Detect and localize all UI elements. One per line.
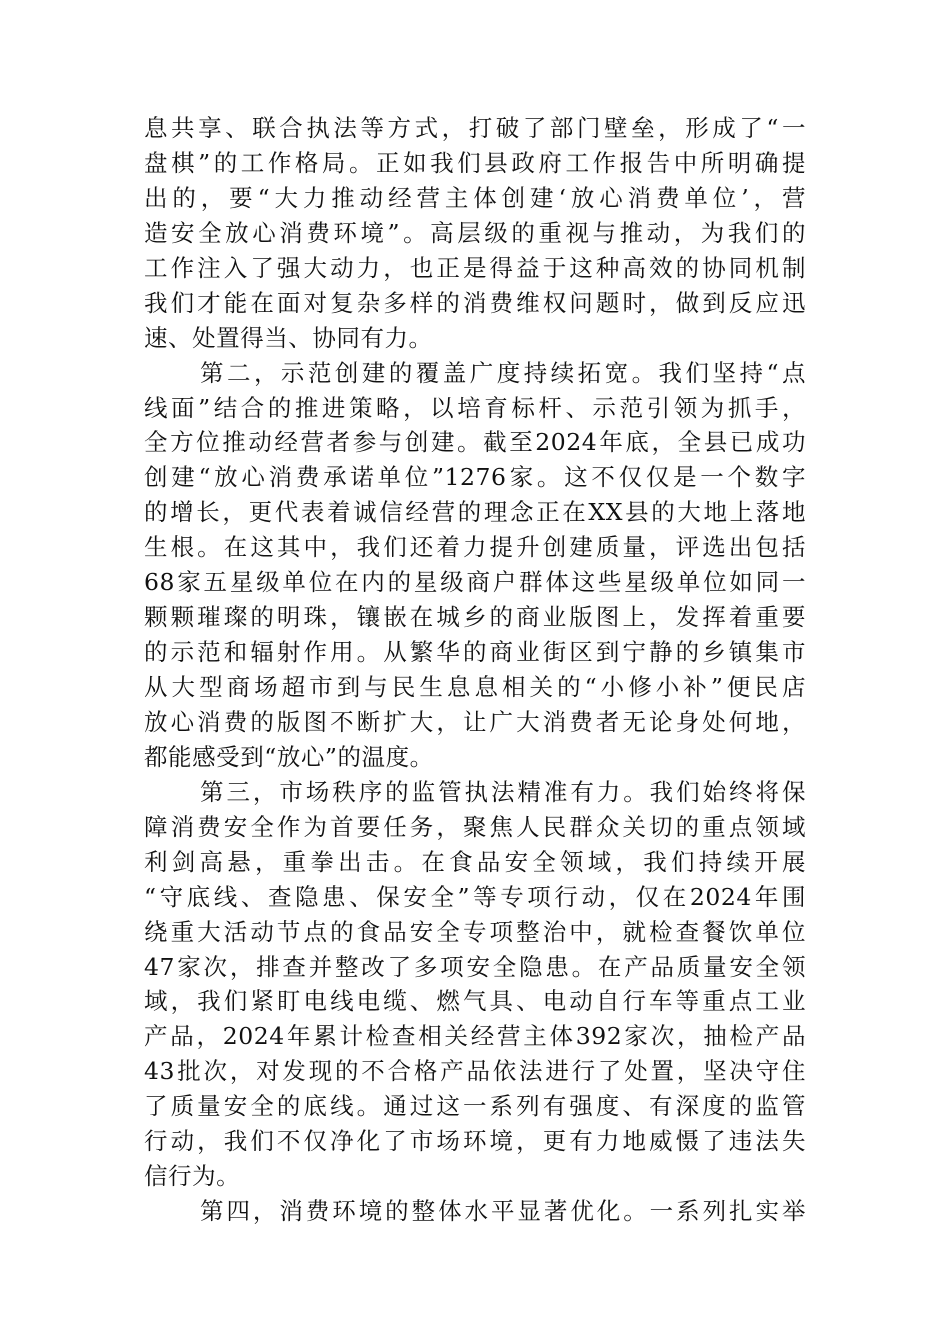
text-line: 息共享、联合执法等方式，打破了部门壁垒，形成了“一 bbox=[144, 114, 806, 142]
text-line: 信行为。 bbox=[144, 1162, 241, 1191]
text-line: 47家次，排查并整改了多项安全隐患。在产品质量安全领 bbox=[144, 952, 806, 981]
paragraph-first-line: 第四，消费环境的整体水平显著优化。一系列扎实举 bbox=[200, 1197, 806, 1226]
text-line: 行动，我们不仅净化了市场环境，更有力地威慑了违法失 bbox=[144, 1127, 806, 1156]
text-line: 43批次，对发现的不合格产品依法进行了处置，坚决守住 bbox=[144, 1057, 806, 1086]
text-line: 创建“放心消费承诺单位”1276家。这不仅仅是一个数字 bbox=[144, 463, 806, 492]
text-line: 都能感受到“放心”的温度。 bbox=[144, 742, 434, 771]
text-line: 全方位推动经营者参与创建。截至2024年底，全县已成功 bbox=[144, 428, 806, 457]
text-line: 了质量安全的底线。通过这一系列有强度、有深度的监管 bbox=[144, 1092, 806, 1121]
body-text bbox=[144, 111, 806, 1229]
text-line: “守底线、查隐患、保安全”等专项行动，仅在2024年围 bbox=[144, 882, 806, 911]
text-line: 颗颗璀璨的明珠，镶嵌在城乡的商业版图上，发挥着重要 bbox=[144, 603, 806, 632]
text-line: 绕重大活动节点的食品安全专项整治中，就检查餐饮单位 bbox=[144, 917, 806, 946]
text-line: 造安全放心消费环境”。高层级的重视与推动，为我们的 bbox=[144, 218, 806, 247]
text-line: 从大型商场超市到与民生息息相关的“小修小补”便民店 bbox=[144, 673, 806, 701]
text-line: 生根。在这其中，我们还着力提升创建质量，评选出包括 bbox=[144, 533, 806, 562]
text-line: 域，我们紧盯电线电缆、燃气具、电动自行车等重点工业 bbox=[144, 987, 806, 1016]
text-line: 68家五星级单位在内的星级商户群体这些星级单位如同一 bbox=[144, 568, 806, 597]
text-line: 利剑高悬，重拳出击。在食品安全领域，我们持续开展 bbox=[144, 847, 806, 876]
text-line: 的示范和辐射作用。从繁华的商业街区到宁静的乡镇集市 bbox=[144, 638, 806, 667]
text-line: 速、处置得当、协同有力。 bbox=[144, 323, 433, 352]
text-line: 的增长，更代表着诚信经营的理念正在XX县的大地上落地 bbox=[144, 498, 806, 527]
paragraph-first-line: 第二，示范创建的覆盖广度持续拓宽。我们坚持“点 bbox=[200, 358, 806, 387]
text-line: 盘棋”的工作格局。正如我们县政府工作报告中所明确提 bbox=[144, 148, 806, 177]
text-line: 产品，2024年累计检查相关经营主体392家次，抽检产品 bbox=[144, 1022, 806, 1051]
text-line: 放心消费的版图不断扩大，让广大消费者无论身处何地， bbox=[144, 707, 806, 736]
paragraph-first-line: 第三，市场秩序的监管执法精准有力。我们始终将保 bbox=[200, 777, 806, 806]
text-line: 出的，要“大力推动经营主体创建‘放心消费单位’，营 bbox=[144, 183, 806, 212]
text-line: 障消费安全作为首要任务，聚焦人民群众关切的重点领域 bbox=[144, 812, 806, 841]
text-line: 我们才能在面对复杂多样的消费维权问题时，做到反应迅 bbox=[144, 288, 806, 317]
text-line: 线面”结合的推进策略，以培育标杆、示范引领为抓手， bbox=[144, 393, 806, 422]
text-line: 工作注入了强大动力，也正是得益于这种高效的协同机制 bbox=[144, 253, 806, 282]
